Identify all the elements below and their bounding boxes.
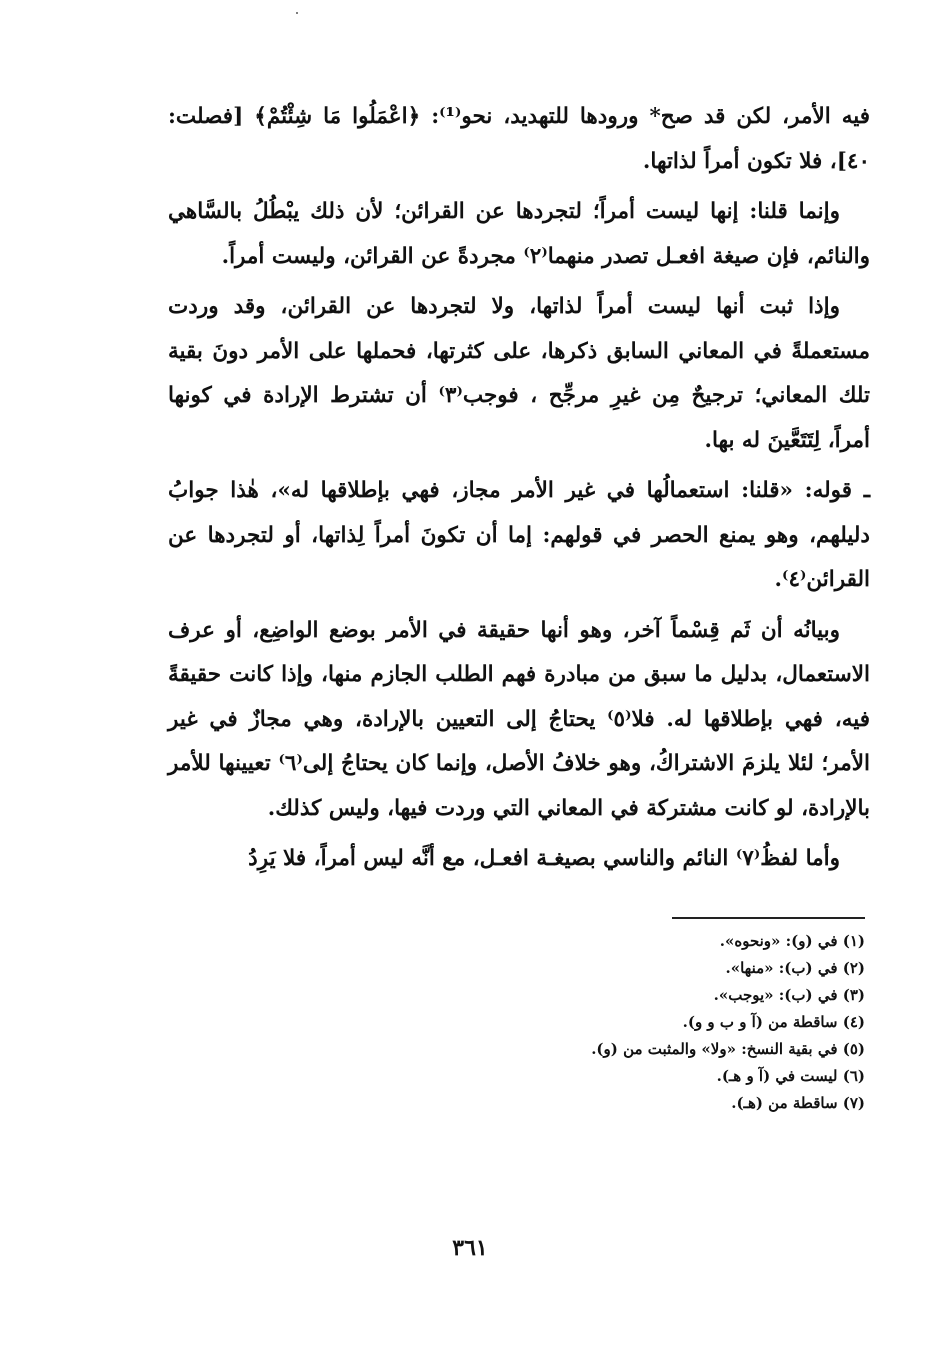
paragraph: ـ قوله: «قلنا: استعمالُها في غير الأمر مجاز، فهي بإطلاقها له»، هٰذا جوابُ دليلهم، وهو يمنع الحصر في قولهم: إما أن تكونَ أمراً لِذاتها، أو لتجردها عن القرائن⁽٤⁾. (168, 478, 870, 592)
footnote: (٣) في (ب): «يوجب». (713, 986, 865, 1004)
paragraph: وبيانُه أن ثَم قِسْماً آخر، وهو أنها حقيقة في الأمر بوضع الواضِع، أو عرف الاستعمال، بدليل ما سبق من مبادرة فهم الطلب الجازم منها، وإذا كانت حقيقةً فيه، فهي بإطلاقها له. فلا⁽٥⁾ يحتاجُ إلى التعيين بالإرادة، وهي مجازٌ في غير الأمر؛ لئلا يلزمَ الاشتراكُ، وهو خلافُ الأصل، وإنما كان يحتاجُ إلى⁽٦⁾ تعيينها للأمر بالإرادة، لو كانت مشتركة في المعاني التي وردت فيها، وليس كذلك. (168, 617, 870, 821)
footnote: (٤) ساقطة من (آ و ب و و). (682, 1013, 865, 1031)
footnotes (460, 928, 865, 1117)
footnote: (١) في (و): «ونحوه». (719, 932, 865, 950)
footnote: (٦) ليست في (آ و هـ). (716, 1067, 865, 1085)
page-number: ٣٦١ (452, 1235, 488, 1261)
main-text (168, 95, 870, 882)
paragraph: وإنما قلنا: إنها ليست أمراً؛ لتجردها عن القرائن؛ لأن ذلك يبْطُلُ بالسَّاهي والنائم، فإن صيغة افعـل تصدر منهما⁽٢⁾ مجردةً عن القرائن، وليست أمراً. (168, 199, 870, 269)
paragraph: وأما لفظُ⁽٧⁾ النائم والناسي بصيغـة افعـل، مع أنَّه ليس أمراً، فلا يَرِدُ (248, 846, 840, 871)
paragraph: وإذا ثبت أنها ليست أمراً لذاتها، ولا لتجردها عن القرائن، وقد وردت مستعملةً في المعاني السابق ذكرها، على كثرتها، فحملها على الأمر دونَ بقية تلك المعاني؛ ترجيحٌ مِن غيرِ مرجِّح ، فوجب⁽٣⁾ أن تشترط الإرادة في كونها أمراً، لِتَتَعَّينَ له بها. (168, 294, 871, 453)
paragraph: فيه الأمر، لكن قد صح* ورودها للتهديد، نحو⁽¹⁾: ﴿اعْمَلُوا مَا شِئْتُمْ﴾ [فصلت: ٤٠]، فلا تكون أمراً لذاتها. (168, 104, 870, 174)
footnote-divider (672, 917, 865, 919)
footnote: (٥) في بقية النسخ: «ولا» والمثبت من (و). (591, 1040, 865, 1058)
footnote: (٢) في (ب): «منها». (725, 959, 865, 977)
scan-speck (296, 12, 298, 14)
footnote: (٧) ساقطة من (هـ). (731, 1094, 865, 1112)
